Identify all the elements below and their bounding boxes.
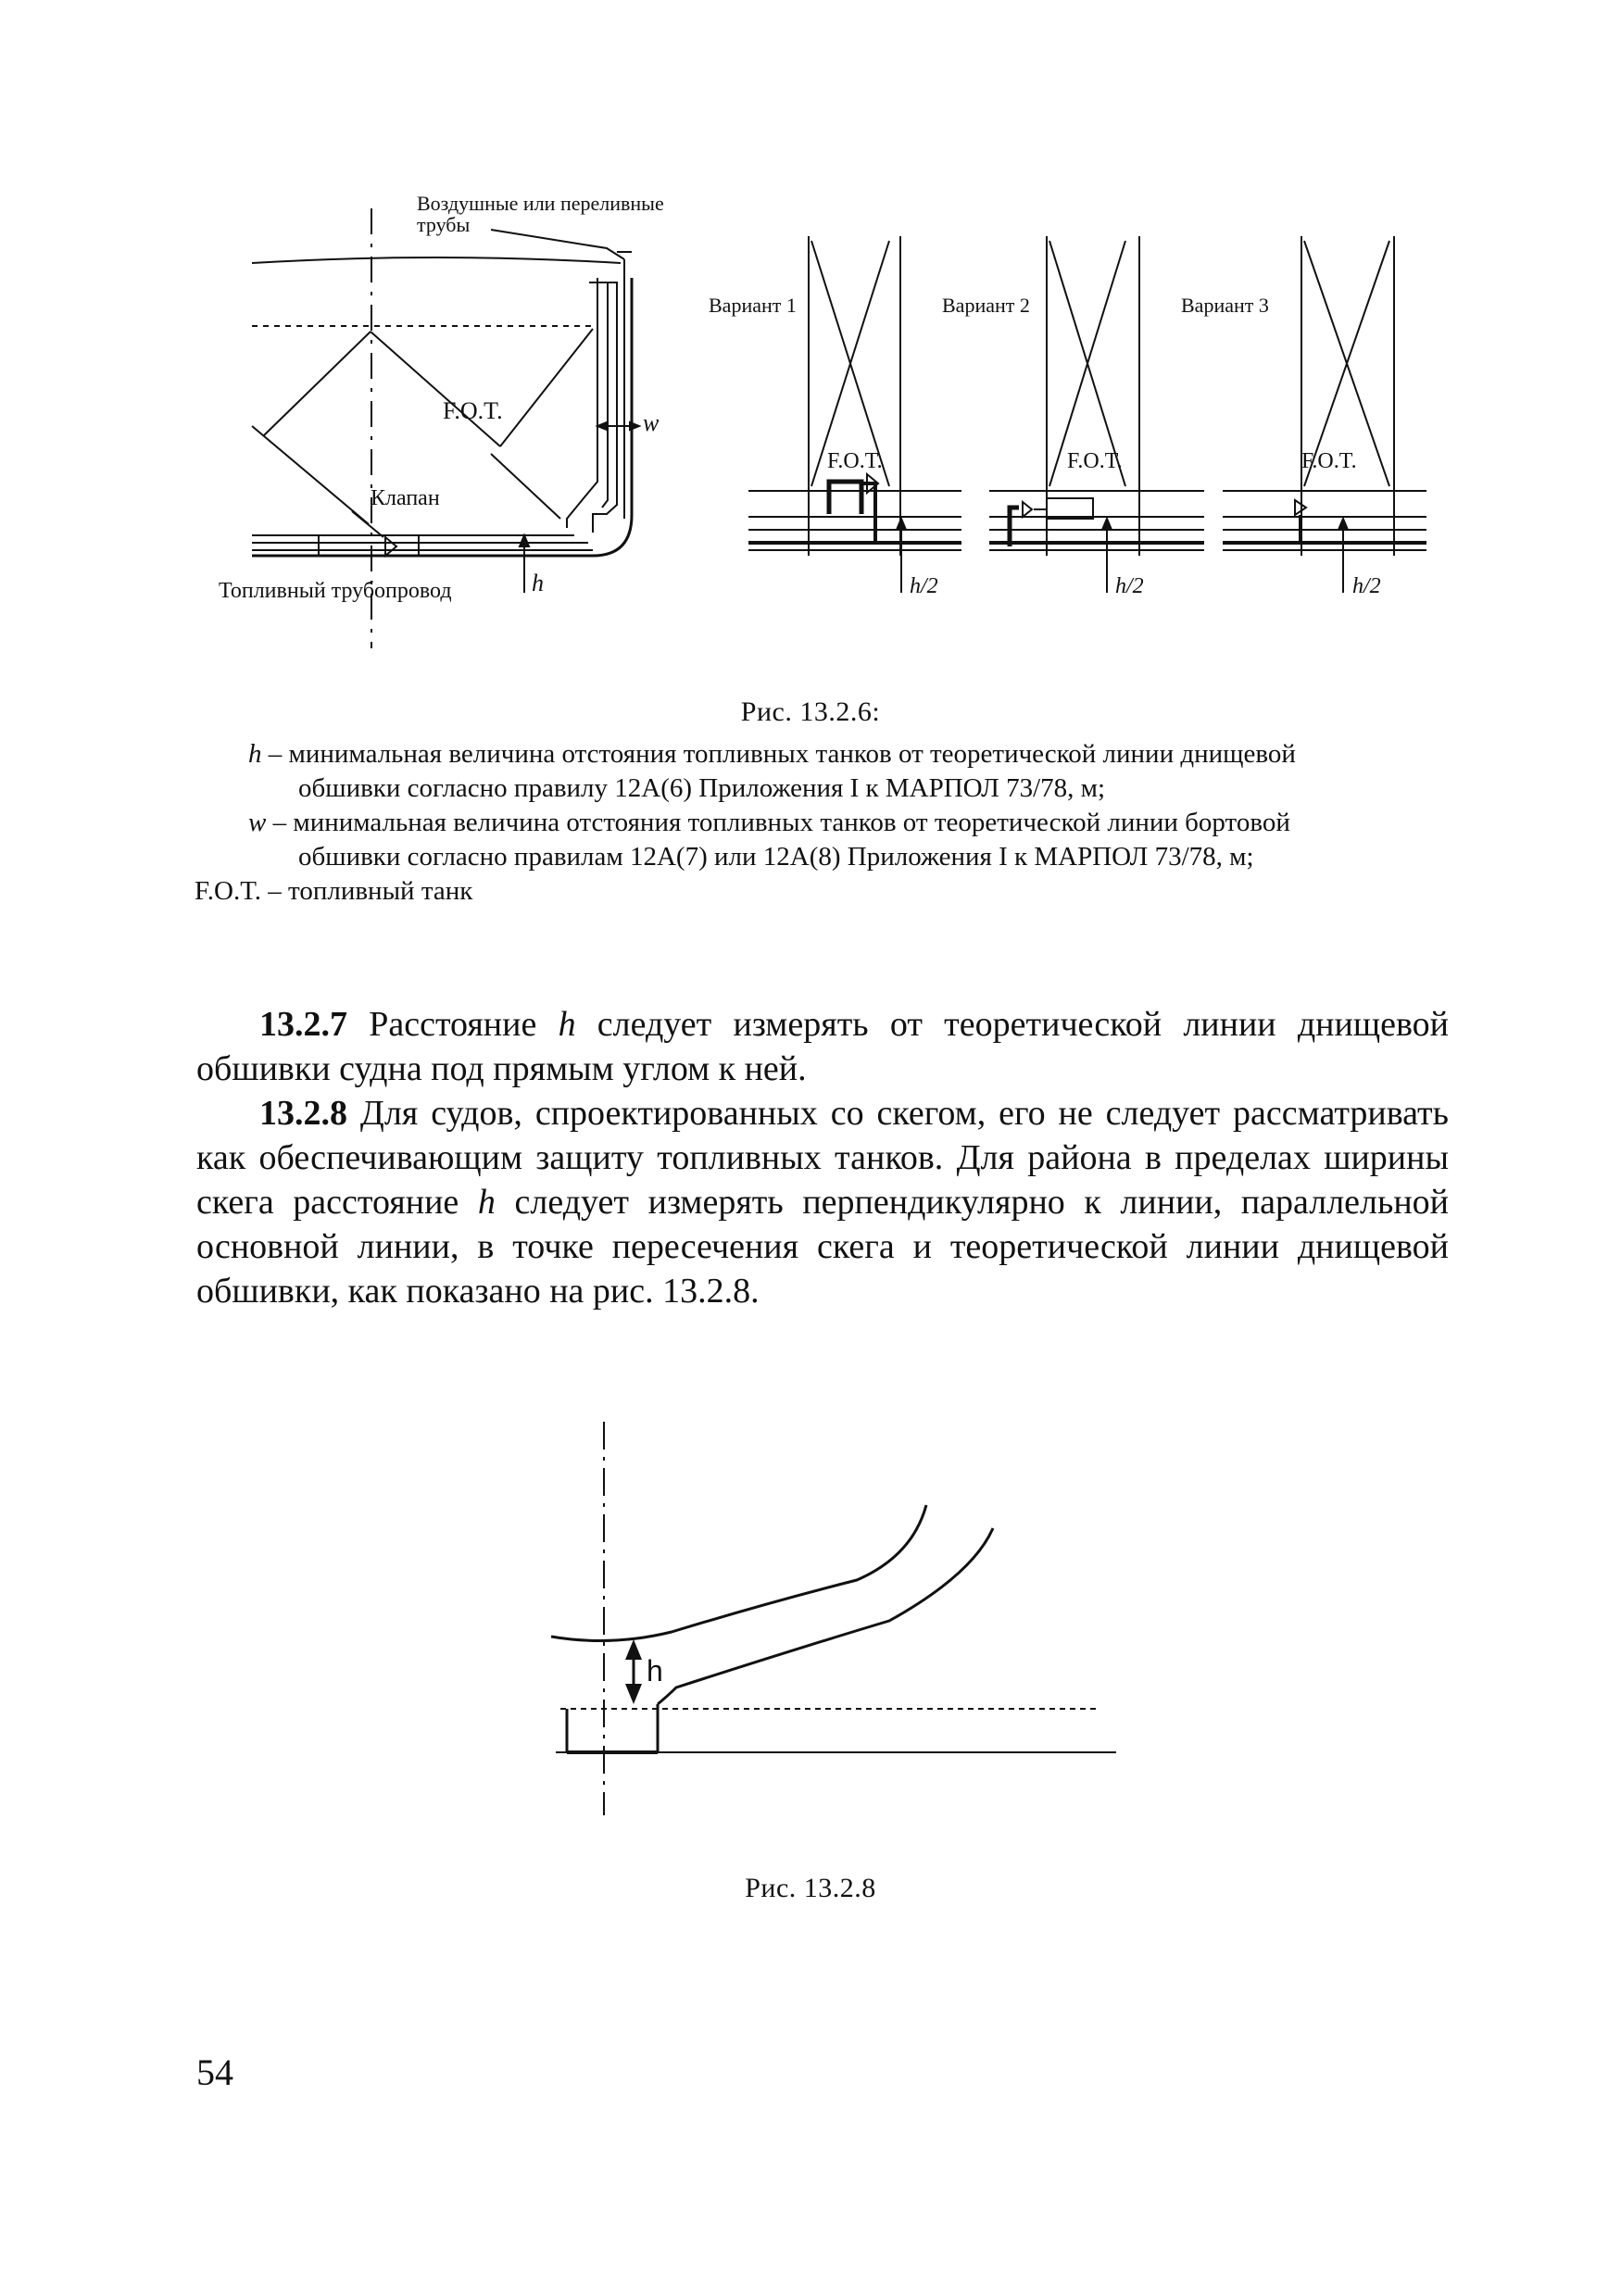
paragraph-13-2-8: 13.2.8 Для судов, спроектированных со скегом, его не следует рассматривать как обеспечивающим защиту топливных танков. Для района в пределах ширины скега расстояние h следует измерять перпендикулярно к линии, параллельной основной линии, в точке пересечения скега и теоретической линии днищевой обшивки, как показано на рис. 13.2.8. xyxy=(196,1094,1449,1311)
variant3-label: Вариант 3 xyxy=(1181,294,1269,317)
variant3-h-half-label: h/2 xyxy=(1352,574,1381,598)
variant3-fot-label: F.O.T. xyxy=(1301,449,1357,473)
h-label: h xyxy=(532,570,544,596)
tank-diagonal xyxy=(371,332,500,446)
variant1-label: Вариант 1 xyxy=(709,294,797,317)
valve-leader xyxy=(352,511,383,537)
figure-legend xyxy=(196,737,1456,909)
hull-bottom-curve xyxy=(551,1505,926,1640)
variant2-h-half-label: h/2 xyxy=(1115,574,1144,598)
arrow-icon xyxy=(1102,519,1112,530)
arrow-icon xyxy=(1338,519,1348,530)
tank-inner-side xyxy=(567,278,597,528)
valve-icon xyxy=(385,537,396,556)
fot-label: F.O.T. xyxy=(443,397,503,424)
legend-w-continued: обшивки согласно правилам 12A(7) или 12A(8) Приложения I к МАРПОЛ 73/78, м; xyxy=(298,842,1254,872)
h-label: h xyxy=(647,1654,663,1687)
hull-inner-curve xyxy=(658,1528,993,1704)
valve-icon xyxy=(1023,502,1032,517)
tank-diagonal xyxy=(264,332,371,435)
variant1-fot-label: F.O.T. xyxy=(827,449,883,473)
arrow-icon xyxy=(597,422,607,430)
tank-diagonal xyxy=(491,454,560,519)
arrow-up-icon xyxy=(625,1639,642,1660)
paragraph-13-2-7: 13.2.7 Расстояние h следует измерять от теоретической линии днищевой обшивки судна под прямым углом к ней. xyxy=(196,1005,1449,1088)
figure-caption-13-2-8: Рис. 13.2.8 xyxy=(745,1873,876,1903)
paragraph-number: 13.2.8 xyxy=(259,1094,347,1133)
variant1-pipe xyxy=(829,482,861,514)
air-pipes-label: Воздушные или переливные xyxy=(417,192,664,215)
legend-w: w – минимальная величина отстояния топливных танков от теоретической линии бортовой xyxy=(248,808,1290,837)
variant1-h-half-label: h/2 xyxy=(910,574,938,598)
fuel-pipe-label: Топливный трубопровод xyxy=(219,579,452,603)
air-pipe-leader xyxy=(491,230,624,259)
valve-label: Клапан xyxy=(371,486,440,510)
air-pipe-inner xyxy=(602,282,608,508)
figure-13-2-8 xyxy=(0,1389,1621,1852)
paragraph-number: 13.2.7 xyxy=(259,1005,347,1044)
arrow-icon xyxy=(630,422,639,430)
variant2-pipe xyxy=(1010,508,1019,546)
shell-plating xyxy=(252,278,632,556)
variant2-fot-label: F.O.T. xyxy=(1067,449,1123,473)
w-label: w xyxy=(643,409,660,436)
tank-diagonal xyxy=(252,426,369,524)
tank-diagonal xyxy=(500,329,593,446)
legend-fot: F.O.T. – топливный танк xyxy=(195,876,473,906)
legend-h: h – минимальная величина отстояния топливных танков от теоретической линии днищевой xyxy=(248,739,1296,769)
figure-caption-13-2-6: Рис. 13.2.6: xyxy=(740,696,881,727)
arrow-icon xyxy=(897,519,906,530)
page-number: 54 xyxy=(196,2051,233,2093)
deck-line-left xyxy=(252,257,621,263)
variant2-tank-pipe xyxy=(1034,498,1093,519)
variant2-label: Вариант 2 xyxy=(942,294,1030,317)
air-pipes-label-2: трубы xyxy=(417,213,471,236)
arrow-down-icon xyxy=(625,1684,642,1704)
arrow-icon xyxy=(520,535,529,546)
legend-h-continued: обшивки согласно правилу 12A(6) Приложения I к МАРПОЛ 73/78, м; xyxy=(298,773,1106,803)
variant1-drop-pipe xyxy=(863,483,875,545)
figure-13-2-6 xyxy=(0,0,1621,685)
air-pipe xyxy=(589,282,617,533)
